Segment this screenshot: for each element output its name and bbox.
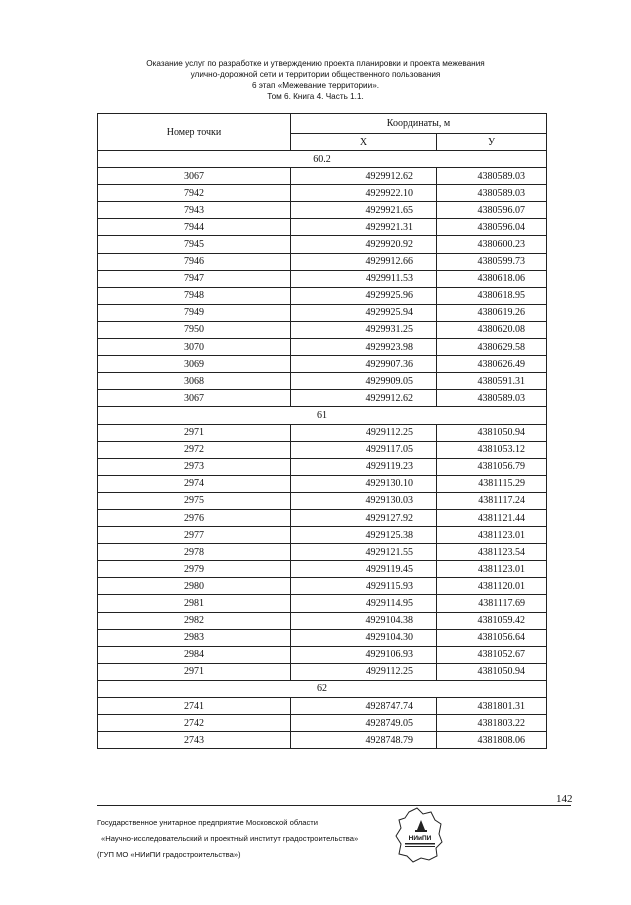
x-coordinate-cell: 4929925.96 [291, 287, 437, 304]
point-number-cell: 7949 [98, 304, 291, 321]
footer-line-3: (ГУП МО «НИиПИ градостроительства») [97, 850, 241, 859]
point-number-cell: 3069 [98, 356, 291, 373]
footer-line-1: Государственное унитарное предприятие Московской области [97, 818, 319, 827]
point-number-cell: 2973 [98, 458, 291, 475]
footer-divider [97, 805, 571, 806]
y-coordinate-cell: 4380596.07 [437, 202, 547, 219]
table-row [98, 458, 547, 475]
table-row [98, 253, 547, 270]
table-row [98, 715, 547, 732]
y-coordinate-cell: 4380629.58 [437, 339, 547, 356]
table-row [98, 629, 547, 646]
table-row [98, 475, 547, 492]
table-row [98, 390, 547, 407]
table-row [98, 492, 547, 509]
point-number-cell: 7942 [98, 185, 291, 202]
x-coordinate-cell: 4929923.98 [291, 339, 437, 356]
x-coordinate-cell: 4929912.62 [291, 168, 437, 185]
y-coordinate-cell: 4380589.03 [437, 168, 547, 185]
y-coordinate-cell: 4380589.03 [437, 390, 547, 407]
table-row [98, 236, 547, 253]
x-coordinate-cell: 4929912.62 [291, 390, 437, 407]
y-coordinate-cell: 4381056.79 [437, 458, 547, 475]
point-number-cell: 7943 [98, 202, 291, 219]
y-coordinate-cell: 4381059.42 [437, 612, 547, 629]
table-row [98, 168, 547, 185]
x-coordinate-cell: 4929104.30 [291, 629, 437, 646]
page-number: 142 [556, 793, 573, 805]
x-coordinate-cell: 4929117.05 [291, 441, 437, 458]
table-row [98, 185, 547, 202]
point-number-cell: 7948 [98, 287, 291, 304]
table-row [98, 373, 547, 390]
table-row [98, 544, 547, 561]
table-row [98, 424, 547, 441]
x-coordinate-cell: 4929106.93 [291, 646, 437, 663]
y-coordinate-cell: 4381121.44 [437, 509, 547, 526]
point-number-cell: 3067 [98, 390, 291, 407]
point-number-cell: 2972 [98, 441, 291, 458]
x-coordinate-cell: 4929912.66 [291, 253, 437, 270]
table-row [98, 441, 547, 458]
y-coordinate-cell: 4381117.24 [437, 492, 547, 509]
x-coordinate-cell: 4929112.25 [291, 663, 437, 680]
y-coordinate-cell: 4380599.73 [437, 253, 547, 270]
y-coordinate-cell: 4380596.04 [437, 219, 547, 236]
point-number-cell: 7946 [98, 253, 291, 270]
table-row [98, 595, 547, 612]
point-number-cell: 3068 [98, 373, 291, 390]
x-coordinate-cell: 4928749.05 [291, 715, 437, 732]
x-coordinate-cell: 4929130.10 [291, 475, 437, 492]
y-coordinate-cell: 4381120.01 [437, 578, 547, 595]
point-number-cell: 2741 [98, 698, 291, 715]
column-header-x: X [291, 134, 437, 151]
table-row [98, 304, 547, 321]
x-coordinate-cell: 4928748.79 [291, 732, 437, 749]
y-coordinate-cell: 4380626.49 [437, 356, 547, 373]
header-line-2: улично-дорожной сети и территории общественного пользования [190, 70, 441, 79]
column-header-coordinates: Координаты, м [291, 114, 547, 134]
y-coordinate-cell: 4380618.06 [437, 270, 547, 287]
table-row [98, 646, 547, 663]
group-label: 60.2 [98, 151, 547, 168]
y-coordinate-cell: 4380589.03 [437, 185, 547, 202]
table-row [98, 612, 547, 629]
column-header-point-number: Номер точки [98, 114, 291, 151]
x-coordinate-cell: 4929925.94 [291, 304, 437, 321]
x-coordinate-cell: 4929125.38 [291, 527, 437, 544]
x-coordinate-cell: 4929909.05 [291, 373, 437, 390]
y-coordinate-cell: 4380619.26 [437, 304, 547, 321]
y-coordinate-cell: 4381050.94 [437, 663, 547, 680]
y-coordinate-cell: 4381803.22 [437, 715, 547, 732]
header-line-3: 6 этап «Межевание территории». [251, 81, 380, 90]
x-coordinate-cell: 4929127.92 [291, 509, 437, 526]
x-coordinate-cell: 4929921.65 [291, 202, 437, 219]
y-coordinate-cell: 4380620.08 [437, 321, 547, 338]
header-line-4: Том 6. Книга 4. Часть 1.1. [267, 92, 364, 101]
point-number-cell: 7950 [98, 321, 291, 338]
point-number-cell: 2976 [98, 509, 291, 526]
x-coordinate-cell: 4929121.55 [291, 544, 437, 561]
y-coordinate-cell: 4381123.01 [437, 561, 547, 578]
group-label: 62 [98, 680, 547, 697]
x-coordinate-cell: 4929104.38 [291, 612, 437, 629]
column-header-y: У [437, 134, 547, 151]
point-number-cell: 2981 [98, 595, 291, 612]
x-coordinate-cell: 4929112.25 [291, 424, 437, 441]
table-row [98, 698, 547, 715]
point-number-cell: 3067 [98, 168, 291, 185]
point-number-cell: 2983 [98, 629, 291, 646]
table-row [98, 356, 547, 373]
coordinates-table [97, 113, 547, 749]
header-line-1: Оказание услуг по разработке и утверждению проекта планировки и проекта межевания [146, 59, 485, 68]
group-header-row [98, 680, 547, 697]
table-row [98, 202, 547, 219]
group-header-row [98, 407, 547, 424]
group-header-row [98, 151, 547, 168]
y-coordinate-cell: 4381123.01 [437, 527, 547, 544]
x-coordinate-cell: 4929119.45 [291, 561, 437, 578]
x-coordinate-cell: 4928747.74 [291, 698, 437, 715]
table-row [98, 732, 547, 749]
y-coordinate-cell: 4381053.12 [437, 441, 547, 458]
x-coordinate-cell: 4929115.93 [291, 578, 437, 595]
point-number-cell: 7947 [98, 270, 291, 287]
point-number-cell: 7945 [98, 236, 291, 253]
point-number-cell: 2974 [98, 475, 291, 492]
y-coordinate-cell: 4381123.54 [437, 544, 547, 561]
table-row [98, 321, 547, 338]
footer-line-2: «Научно-исследовательский и проектный институт градостроительства» [101, 834, 359, 843]
point-number-cell: 2978 [98, 544, 291, 561]
point-number-cell: 2979 [98, 561, 291, 578]
point-number-cell: 7944 [98, 219, 291, 236]
y-coordinate-cell: 4380591.31 [437, 373, 547, 390]
moscow-region-map-icon [395, 806, 443, 864]
table-row [98, 578, 547, 595]
point-number-cell: 3070 [98, 339, 291, 356]
x-coordinate-cell: 4929920.92 [291, 236, 437, 253]
x-coordinate-cell: 4929130.03 [291, 492, 437, 509]
y-coordinate-cell: 4381808.06 [437, 732, 547, 749]
y-coordinate-cell: 4381050.94 [437, 424, 547, 441]
x-coordinate-cell: 4929907.36 [291, 356, 437, 373]
table-row [98, 527, 547, 544]
document-footer [97, 815, 417, 863]
y-coordinate-cell: 4381056.64 [437, 629, 547, 646]
x-coordinate-cell: 4929922.10 [291, 185, 437, 202]
table-row [98, 561, 547, 578]
document-header [60, 58, 571, 102]
y-coordinate-cell: 4381117.69 [437, 595, 547, 612]
y-coordinate-cell: 4381801.31 [437, 698, 547, 715]
table-row [98, 287, 547, 304]
x-coordinate-cell: 4929119.23 [291, 458, 437, 475]
point-number-cell: 2982 [98, 612, 291, 629]
y-coordinate-cell: 4381052.67 [437, 646, 547, 663]
point-number-cell: 2971 [98, 424, 291, 441]
table-row [98, 219, 547, 236]
table-row [98, 663, 547, 680]
x-coordinate-cell: 4929114.95 [291, 595, 437, 612]
y-coordinate-cell: 4380600.23 [437, 236, 547, 253]
table-row [98, 339, 547, 356]
point-number-cell: 2742 [98, 715, 291, 732]
table-body [98, 151, 547, 749]
group-label: 61 [98, 407, 547, 424]
x-coordinate-cell: 4929911.53 [291, 270, 437, 287]
table-row [98, 270, 547, 287]
point-number-cell: 2984 [98, 646, 291, 663]
y-coordinate-cell: 4380618.95 [437, 287, 547, 304]
point-number-cell: 2977 [98, 527, 291, 544]
y-coordinate-cell: 4381115.29 [437, 475, 547, 492]
logo-text: НИиПИ [408, 835, 432, 842]
point-number-cell: 2980 [98, 578, 291, 595]
x-coordinate-cell: 4929921.31 [291, 219, 437, 236]
point-number-cell: 2971 [98, 663, 291, 680]
table-row [98, 509, 547, 526]
point-number-cell: 2743 [98, 732, 291, 749]
x-coordinate-cell: 4929931.25 [291, 321, 437, 338]
point-number-cell: 2975 [98, 492, 291, 509]
